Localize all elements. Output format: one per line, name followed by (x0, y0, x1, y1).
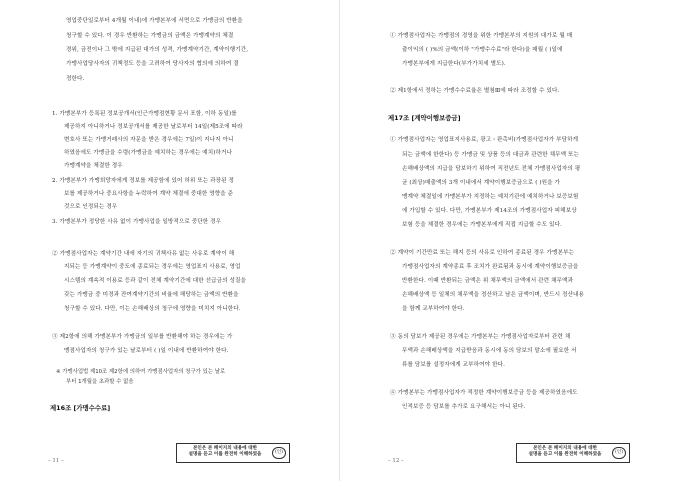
text-line: 보험 등을 체결한 경우에는 가맹본부에게 직접 지급할 수도 있다. (402, 222, 562, 228)
text-line: 되는 금액에 한한다) 등 가맹금 및 상품 등의 대금과 관련한 채무액 또는 (402, 152, 580, 158)
sign-line: 본인은 본 페이지의 내용에 대한 (532, 446, 598, 451)
text-line: 것으로 인정되는 경우 (64, 204, 118, 210)
note-line: 부터 1개월을 초과할 수 없음 (66, 379, 134, 385)
text-line: 출이익의 ( )%의 금액(이하 "가맹수수료"라 한다)을 매월 ( )일에 (402, 47, 563, 53)
page-number: – 12 – (388, 458, 404, 464)
text-line: 을 함께 교부하여야 한다. (402, 306, 465, 312)
text-line: 영업중단일로부터 4개월 이내)에 가맹본부에 서면으로 가맹금의 반환을 (66, 18, 243, 24)
signature-box (516, 443, 630, 463)
text-line: 인적보증 등 담보를 추가로 요구해서는 아니 된다. (402, 404, 526, 410)
text-line: 시스템의 계속적 이용료 등과 같이 전체 계약기간에 대한 선급금의 성질을 (64, 278, 247, 284)
sign-line: 설명을 듣고 이를 완전히 이해하였음 (528, 452, 602, 457)
text-line: 반환한다. 이때 반환되는 금액은 위 채무액의 금액에서 관련 채무액과 (402, 278, 574, 284)
text-line: 가맹사업당사자의 귀책정도 등을 고려하여 당사자의 협의에 의하여 결 (66, 61, 239, 67)
text-line: 제공하지 아니하거나 정보공개서를 제공한 날로부터 14일(제5조에 따라 (64, 124, 243, 130)
text-line: 손해배상액의 지급을 담보하기 위하여 직전년도 전체 가맹점사업자의 평 (402, 166, 581, 172)
note-line: ※ 가맹사업법 제10조 제2항에 의하여 가맹점사업자의 청구가 있는 날로 (56, 369, 226, 375)
signature-box (176, 443, 290, 463)
text-line: 청구할 수 있다. 이 경우 반환하는 가맹금의 금액은 가맹계약의 체결 (66, 33, 234, 39)
text-line: ① 가맹점사업자는 영업표지사용료, 광고・판촉비(가맹점사업자가 부담하게 (390, 137, 579, 143)
text-line: 가맹계약을 체결한 경우 (64, 163, 123, 169)
text-line: 지되는 등 가맹계약이 중도에 종료되는 경우에는 영업표지 사용료, 영업 (64, 264, 241, 270)
page-12 (340, 0, 680, 481)
text-line: 류를 담보를 설정자에게 교부하여야 한다. (402, 362, 505, 368)
sign-line: 본인은 본 페이지의 내용에 대한 (192, 446, 258, 451)
page-number: – 11 – (48, 458, 64, 464)
text-line: 가맹점사업자의 계약종료 후 조치가 완료됨과 동시에 계약이행보증금을 (402, 264, 579, 270)
text-line: 하였음에도 가맹금을 수령(가맹금을 예치하는 경우에는 예치)하거나 (64, 150, 233, 156)
text-line: ② 계약이 기간만료 또는 해지 등의 사유로 인하여 종료된 경우 가맹본부는 (390, 250, 575, 256)
text-line: 맹계약 체결일에 가맹본부가 지정하는 예치기관에 예치하거나 보증보험 (402, 194, 579, 200)
text-line: 청구할 수 있다. 다만, 이는 손해배상의 청구에 영향을 미치지 아니한다. (64, 306, 241, 312)
text-line: ② 가맹점사업자는 계약기간 내에 자기의 귀책사유 없는 사유로 계약이 해 (52, 251, 235, 257)
seal-mark: (인) (272, 447, 286, 459)
article-heading: 제17조 [계약이행보증금] (388, 114, 461, 122)
text-line: 변호사 또는 가맹거래사의 자문을 받은 경우에는 7일)이 지나지 아니 (64, 137, 234, 143)
text-line: ③ 동의 담보가 제공된 경우에는 가맹본부는 가맹점사업자로부터 관련 채 (390, 334, 571, 340)
article-heading: 제16조 [가맹수수료] (50, 404, 111, 412)
sign-line: 설명을 듣고 이를 완전히 이해하였음 (188, 452, 262, 457)
text-line: 무액과 손해배상액을 지급받음과 동시에 동의 담보의 말소에 필요한 서 (402, 348, 577, 354)
text-line: ④ 가맹본부는 가맹점사업자가 적정한 계약이행보증금 등을 제공하였음에도 (390, 390, 578, 396)
text-line: 경위, 금전이나 그 밖에 지급된 대가의 성격, 가맹계약기간, 계약이행기간, (66, 47, 249, 53)
text-line: 맹점사업자의 청구가 있는 날로부터 ( )일 이내에 반환하여야 한다. (64, 348, 229, 354)
text-line: ① 가맹점사업자는 가맹점의 경영을 위한 가맹본부의 지원의 대가로 월 매 (390, 33, 573, 39)
text-line: 손해배상액 등 일체의 채무액을 정산하고 남은 금액이며, 반드시 정산내용 (402, 292, 585, 298)
text-line: 갖는 가맹금 중 미경과 잔여계약기간의 비율에 해당하는 금액의 반환을 (64, 292, 239, 298)
seal-mark: (인) (612, 447, 626, 459)
text-line: 2. 가맹본부가 가맹희망자에게 정보를 제공함에 있어 허위 또는 과장된 정 (52, 178, 235, 184)
text-line: 3. 가맹본부가 정당한 사유 없이 가맹사업을 일방적으로 중단한 경우 (52, 219, 222, 225)
text-line: 가맹본부에게 지급한다(부가가치세 별도). (402, 61, 506, 67)
text-line: ③ 제2항에 의해 가맹본부가 가맹금의 일부를 반환해야 하는 경우에는 가 (52, 334, 233, 340)
text-line: 1. 가맹본부가 등록된 정보공개서(인근가맹점현황 문서 포함, 이하 동일)를 (52, 111, 237, 117)
text-line: 에 가입할 수 있다. 다만, 가맹본부가 제14조의 가맹점사업자 피해보상 (402, 208, 577, 214)
text-line: 보를 제공하거나 중요사항을 누락하여 계약 체결에 중대한 영향을 준 (64, 191, 234, 197)
text-line: ② 제1항에서 정하는 가맹수수료율은 별첨Ⅲ에 따라 조정할 수 있다. (390, 88, 560, 94)
text-line: 정한다. (66, 76, 85, 82)
text-line: 균 (최상)매출액의 3개 이내에서 계약이행보증금으로 ( )원을 가 (402, 180, 561, 186)
